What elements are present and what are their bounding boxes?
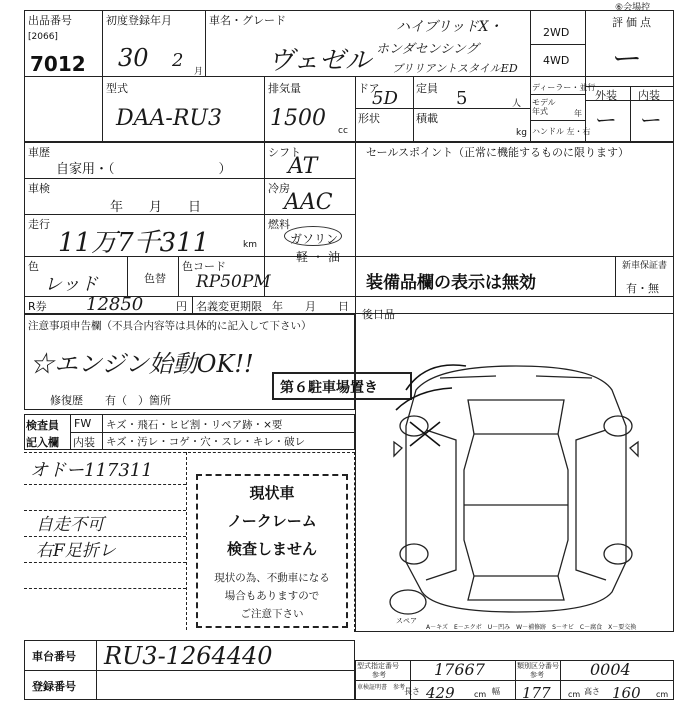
model-value: DAA-RU3 xyxy=(116,106,222,131)
ac-label: 冷房 xyxy=(268,182,290,195)
exterior-legend: キズ・飛石・ヒビ割・リペア跡・×要 xyxy=(106,419,283,431)
lot-number: 7012 xyxy=(30,52,86,76)
as-is-line1: 現状車 xyxy=(249,484,295,502)
first-reg-label: 初度登録年月 xyxy=(106,14,172,27)
fuel-value2: 軽・油 xyxy=(296,250,345,264)
color-code-value: RP50PM xyxy=(196,272,271,292)
interior-legend-label: 内装 xyxy=(73,436,95,449)
as-is-line6: ご注意下さい xyxy=(240,608,304,620)
caution-label: 注意事項申告欄（不具合内容等は具体的に記入して下さい） xyxy=(28,320,312,332)
capacity-unit: 人 xyxy=(512,99,522,109)
note1: 自走不可 xyxy=(36,515,104,535)
exterior-value: ー xyxy=(595,109,618,134)
inspector-notes-split xyxy=(186,452,187,630)
details-col-c xyxy=(615,256,616,296)
note2: 右F足折レ xyxy=(36,541,116,561)
shift-label: シフト xyxy=(268,146,301,159)
details-code-col xyxy=(178,256,179,296)
inspector-mid xyxy=(70,432,355,433)
type-no-label: 型式指定番号 xyxy=(357,662,399,670)
chassis-value: RU3-1264440 xyxy=(104,642,273,670)
type-no-value: 17667 xyxy=(434,660,485,679)
header-col-4 xyxy=(355,76,356,142)
score-value: ー xyxy=(612,42,642,77)
header-col-3 xyxy=(264,76,265,142)
recycle-value: 12850 xyxy=(86,294,144,315)
model-year-label: モデル年式 xyxy=(532,98,556,116)
first-reg-month: 2 xyxy=(172,50,184,71)
displacement-unit: cc xyxy=(338,126,348,136)
displacement-value: 1500 xyxy=(270,106,326,131)
fw-label: FW xyxy=(74,417,92,430)
grade-line3: ブリリアントスタイルED xyxy=(392,62,518,75)
load-unit: kg xyxy=(516,128,527,138)
month-unit: 月 xyxy=(194,67,204,77)
capacity-label: 定員 xyxy=(416,82,438,95)
dealer-label: ディーラー・並行 xyxy=(532,83,596,92)
length-value: 429 xyxy=(426,684,455,702)
door-label: ドア xyxy=(358,82,380,95)
car-name: ヴェゼル xyxy=(268,46,371,76)
color-code-label: 色コード xyxy=(182,260,226,273)
category-no-value: 0004 xyxy=(590,660,631,679)
header-2wd-line xyxy=(530,44,585,45)
inspector-notes-row5 xyxy=(24,588,186,589)
fuel-value1: ガソリン xyxy=(290,232,339,246)
header-dealer-line xyxy=(530,94,585,95)
warranty-value: 有・無 xyxy=(626,282,659,295)
capacity-value: 5 xyxy=(456,88,468,109)
footer-left-mid xyxy=(24,670,355,671)
details-color-col xyxy=(127,256,128,296)
as-is-line5: 場合もありますので xyxy=(224,590,320,602)
height-unit: cm xyxy=(656,690,669,699)
header-ext-col xyxy=(630,86,631,142)
header-col-2 xyxy=(205,10,206,76)
name-change-value: 年 月 日 xyxy=(272,300,349,313)
category-no-label: 類別区分番号 xyxy=(517,662,559,670)
mileage-unit: km xyxy=(243,240,257,250)
mileage-value: 11万7千311 xyxy=(58,228,210,258)
header-myear-line xyxy=(530,120,585,121)
drive-4wd: 4WD xyxy=(543,54,570,67)
height-value: 160 xyxy=(612,684,641,702)
mileage-label: 走行 xyxy=(28,218,50,231)
shape-label: 形状 xyxy=(358,112,380,125)
width-value: 177 xyxy=(522,684,551,702)
load-label: 積載 xyxy=(416,112,438,125)
interior-legend: キズ・汚レ・コゲ・穴・スレ・キレ・破レ xyxy=(106,436,306,448)
category-value: 自家用・（ ） xyxy=(56,162,232,177)
shift-value: AT xyxy=(288,154,318,179)
repair-label: 修復歴 有（ ）箇所 xyxy=(50,394,171,407)
lot-label: 出品番号 xyxy=(28,14,72,27)
color-value: レッド xyxy=(44,274,98,295)
interior-label: 内装 xyxy=(638,89,660,102)
type-no-ref: 参考 xyxy=(372,671,386,679)
first-reg-year: 30 xyxy=(118,44,149,72)
reg-label: 登録番号 xyxy=(32,680,76,693)
footer-right-c2 xyxy=(515,660,516,700)
as-is-line2: ノークレーム xyxy=(227,512,317,530)
fuel-circle xyxy=(284,226,342,246)
fuel-label: 燃料 xyxy=(268,218,290,231)
footer-right-c3 xyxy=(560,660,561,700)
header-col-5 xyxy=(413,76,414,142)
model-label: 型式 xyxy=(106,82,128,95)
grade-line1: ハイブリッドX・ xyxy=(396,19,503,35)
equipment-notice: 装備品欄の表示は無効 xyxy=(366,273,536,293)
warranty-label: 新車保証書 xyxy=(622,261,668,271)
handle-label: ハンドル 左・右 xyxy=(532,127,591,136)
car-diagram xyxy=(356,330,672,630)
later-label: 後日品 xyxy=(362,308,395,321)
width-label: 幅 xyxy=(492,687,500,696)
sales-point-label: セールスポイント（正常に機能するものに限ります） xyxy=(366,146,630,159)
category-label: 車歴 xyxy=(28,146,50,159)
height-label: 高さ xyxy=(584,687,600,696)
interior-value: ー xyxy=(640,109,663,134)
grade-line2: ホンダセンシング xyxy=(376,42,479,57)
length-label: 長さ xyxy=(404,687,420,696)
length-unit: cm xyxy=(474,690,487,699)
ac-value: AAC xyxy=(284,190,333,215)
door-value: 5D xyxy=(372,88,398,109)
odometer-note: オドー117311 xyxy=(30,460,153,481)
model-year-unit: 年 xyxy=(574,109,582,118)
score-label: 評価点 xyxy=(612,16,654,29)
inspection-value: 年 月 日 xyxy=(110,200,202,215)
name-change-label: 名義変更期限 xyxy=(196,300,262,313)
displacement-label: 排気量 xyxy=(268,82,301,95)
engine-note: ☆エンジン始動OK!! xyxy=(30,350,254,378)
top-right-partial: ⑥会場控 xyxy=(615,3,651,13)
details-name-col xyxy=(192,296,193,314)
spare-label: スペア xyxy=(396,617,417,625)
inspector-notes-row1 xyxy=(24,484,186,485)
footer-left-col xyxy=(96,640,97,700)
category-no-ref: 参考 xyxy=(530,671,544,679)
chassis-label: 車台番号 xyxy=(32,650,76,663)
name-label: 車名・グレード xyxy=(209,14,286,27)
recycle-unit: 円 xyxy=(176,300,187,313)
diagram-legend: A－キズ E－エクボ U－凹み W－補修跡 S－サビ C－腐食 X－要交換 xyxy=(426,624,637,631)
inspector-label: 検査員 xyxy=(26,419,59,432)
parking-note: 第６駐車場置き xyxy=(280,380,378,396)
inspection-label: 車検 xyxy=(28,182,50,195)
color-no-label: 色替 xyxy=(144,272,166,285)
header-col-6 xyxy=(530,10,531,142)
header-col-1 xyxy=(102,10,103,142)
drive-2wd: 2WD xyxy=(543,26,570,39)
recycle-label: R券 xyxy=(28,300,47,313)
as-is-line3: 検査しません xyxy=(226,540,317,558)
lot-code: [2066] xyxy=(28,32,58,42)
inspector-notes-row4 xyxy=(24,562,186,563)
width-unit: cm xyxy=(568,690,581,699)
exterior-label: 外装 xyxy=(595,89,617,102)
details-col-b xyxy=(355,142,356,314)
entry-label: 記入欄 xyxy=(26,436,59,449)
size-ref: 車検証明書 参考 xyxy=(357,684,406,691)
as-is-line4: 現状の為、不動車になる xyxy=(214,572,330,584)
color-label: 色 xyxy=(28,260,39,273)
header-col-7 xyxy=(585,10,586,142)
